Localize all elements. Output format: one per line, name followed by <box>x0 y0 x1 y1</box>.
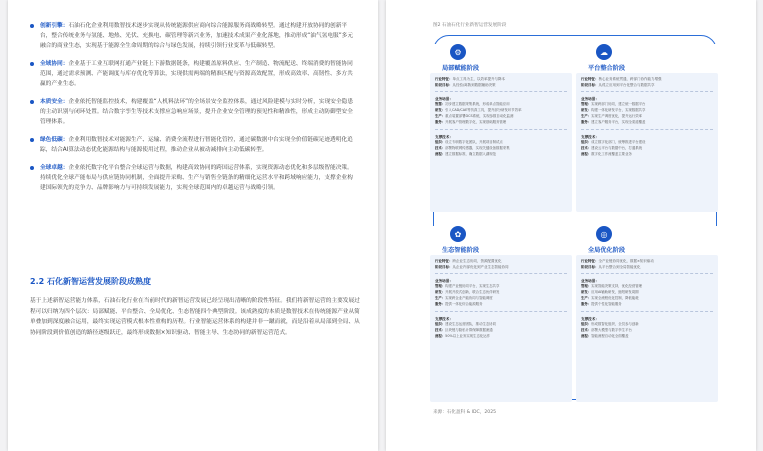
list-item: 组织：设立专职数字化团队，开展项目制试点 <box>435 139 503 144</box>
stage-row: 行业特征：全产业链协同优化，数据×知识驱动 <box>581 259 654 263</box>
list-item: 生产：实现生产调度优化，提升运行效率 <box>581 114 643 118</box>
group-heading: 业务场景： <box>581 97 599 102</box>
list-item: 组织：形成数智化组织，全员参与创新 <box>581 321 639 326</box>
list-item: 生产：实现全流程优化控制，降低能耗 <box>581 296 639 300</box>
divider <box>581 129 713 130</box>
bullet-dot-icon <box>30 166 34 170</box>
bullet-collaboration <box>30 59 358 89</box>
section-paragraph: 基于上述新智运营能力体系，石油石化行业在当前时代的新智运营发展已经呈现出清晰的阶段性特征。我们将新智运营的主要发展过程可以归纳为四个层次：局部赋能、平台整合、全局优化、生态智能四个典型阶段。该成熟度的本质是数智技术在传统能源产业从简单叠加到深度融合运用，最终实现运营模式根本性重构的历程。行业智能运营体系的构建并非一蹴而就，而是沿着从局部到全局、从协同阶段到价值创造的路径逐级跃迁，最终形成数据×知识驱动、智能主导、生态协同的新智运营范式。 <box>30 298 360 337</box>
stage-card <box>430 255 572 402</box>
bullet-text: 石油石化企业利用数智技术逐步实现从传统能源供应商向综合能源服务商战略转型。通过构建开放协同的创新平台，整合传统业务与氢能、地热、光伏、充换电、碳管理等新兴业务，加速技术成果产业化落地，推动形成“油气氢电服”多元融合的商业生态，实现基于能源全生命周期的综合与绿色发展，持续引领行业变革与低碳转型。 <box>40 23 354 49</box>
divider <box>581 273 713 274</box>
list-item: 研发：构建一体化研发平台，实现数据共享 <box>581 108 646 113</box>
stage-row: 阶段目标：从平台整合到全局智能优化 <box>581 264 641 269</box>
stage-row: 阶段目标：从企业内部优化到产业生态智能协同 <box>435 264 509 269</box>
stage-panel-platform-integration <box>576 44 718 212</box>
list-item: 流程：50%以上业务实现生态化运作 <box>435 333 491 338</box>
list-item: 智慧：初步建立数据采集系统，形成单点智能应用 <box>435 102 510 107</box>
list-item: 研发：引入CAD/CAE等仿真工具，提升部分研发环节效率 <box>435 108 522 113</box>
list-item: 技术：部署大模型与数字孪生平台 <box>581 327 632 332</box>
bullet-keyword: 绿色低碳： <box>40 137 69 143</box>
list-item: 流程：建立数据标准，确立数据入湖规范 <box>435 151 497 156</box>
divider <box>435 311 567 312</box>
stage-card <box>576 73 718 212</box>
list-item: 服务：开展客户管理数字化，实现基础服务管理 <box>435 119 507 124</box>
bullet-safety <box>30 97 358 127</box>
list-item: 技术：建设云平台与数据中台，打通系统 <box>581 145 643 150</box>
group-heading: 支撑技术： <box>435 134 453 139</box>
ecosystem-icon: ✿ <box>450 226 466 242</box>
stage-title: 平台整合阶段 <box>588 65 626 72</box>
list-item: 技术：部署物联网传感器，实现关键设备数据采集 <box>435 145 510 150</box>
document-page-left <box>8 0 378 451</box>
group-heading: 支撑技术： <box>581 316 599 321</box>
group-heading: 业务场景： <box>581 279 599 284</box>
capability-bullet-list <box>30 21 358 201</box>
list-item: 研发：应用AI辅助研发，缩短研发周期 <box>581 290 639 295</box>
stage-row: 行业特征：核心业务系统贯通，跨部门协作能力增强 <box>581 77 662 81</box>
list-item: 研发：开展开放式创新，联合生态伙伴研发 <box>435 290 500 295</box>
gear-icon: ⚙ <box>450 44 466 60</box>
bullet-text: 企业利用数智技术对能源生产、运输、消费全流程进行智能化管控，通过碳数据中台实现全价值链碳足迹透明化追踪，结合AI算法动态优化能源结构与能源使用过程，推动企业从被动减排向主动低碳转型。 <box>40 137 353 153</box>
group-heading: 支撑技术： <box>435 316 453 321</box>
stage-title: 局部赋能阶段 <box>442 65 480 72</box>
figure-caption: 图2 石油石化行业新智运营发展阶段 <box>433 23 507 28</box>
stage-panel-local-enablement <box>430 44 572 212</box>
list-item: 服务：建立客户服务平台，实现全渠道覆盖 <box>581 119 646 124</box>
bullet-innovation <box>30 21 358 51</box>
stage-card <box>430 73 572 212</box>
list-item: 组织：成立数字化部门，统筹推进平台建设 <box>581 139 646 144</box>
bullet-text: 企业依托智能监控技术，构建覆盖“人机料法环”的全场景安全监控体系，通过风险建模与实时分析，实现安全隐患的主动识别与闭环处置。结合数字孪生等技术支撑应急响应场景，提升企业安全管理的预见性和精准性，形成主动防御型安全管理体系。 <box>40 99 354 125</box>
list-item: 组织：建设生态运营团队，推动生态协同 <box>435 321 497 326</box>
list-item: 流程：数字化工作流覆盖主要业务 <box>581 151 632 156</box>
list-item: 管理：实现跨部门协同，建立统一数据平台 <box>581 102 646 107</box>
bullet-dot-icon <box>30 24 34 28</box>
globe-icon: ◎ <box>596 226 612 242</box>
stage-row: 阶段目标：从经验/离散到数据辅助决策 <box>435 82 496 87</box>
list-item: 流程：智能流程自动化全面覆盖 <box>581 333 629 338</box>
bullet-text: 企业基于工业互联网打通产业链上下游数据链条，构建覆盖原料供应、生产制造、物流配送、终端消费的智能协同范围，通过需求预测、产能调度与库存优化等算法，实现供需两端的精准匹配与资源高效配置，形成高效率、高韧性、多方共赢的产业生态。 <box>40 61 353 87</box>
bullet-keyword: 本质安全： <box>40 99 69 105</box>
bullet-dot-icon <box>30 138 34 142</box>
stage-title: 生态智能阶段 <box>442 247 480 254</box>
section-title: 2.2 石化新智运营发展阶段成熟度 <box>30 277 151 286</box>
group-heading: 支撑技术： <box>581 134 599 139</box>
stage-panel-ecosystem <box>430 226 572 402</box>
group-heading: 业务场景： <box>435 97 453 102</box>
bullet-text: 企业依托数字化平台整合全球运营与数据，构建高效协同的跨国运营体系，实现资源动态优化和多层级智能决策。持续优化全球产能布局与供应链协同机制，全面提升采购、生产与销售全链条的精细化运营水平和跨域响应能力，支撑企业构建国际领先的竞争力、品牌影响力与可持续发展能力，实现全球范围内的卓越运营与战略引领。 <box>40 165 353 191</box>
figure-source: 来源：石化盈科 & IDC，2025 <box>433 410 497 415</box>
stage-row: 行业特征：单点工具为主，以效率提升与降本 <box>435 77 505 81</box>
divider <box>581 311 713 312</box>
list-item: 服务：提供个性化智能服务 <box>581 301 622 306</box>
cloud-icon: ☁ <box>596 44 612 60</box>
bullet-keyword: 创新引擎： <box>40 23 69 29</box>
list-item: 生产：重点装置部署DCS系统，实现参数自动化监测 <box>435 114 514 118</box>
bullet-dot-icon <box>30 100 34 104</box>
bullet-low-carbon <box>30 135 358 155</box>
stage-row: 行业特征：跨企业生态协同，资源配置优化 <box>435 259 502 263</box>
list-item: 管理：构建产业链协同平台，实现生态共享 <box>435 284 500 289</box>
stage-panel-global-optimization <box>576 226 718 402</box>
document-page-right <box>386 0 756 451</box>
bullet-global <box>30 163 358 193</box>
bullet-keyword: 全域协同： <box>40 61 69 67</box>
list-item: 技术：区块链与隐私计算保障数据流通 <box>435 327 493 332</box>
bullet-dot-icon <box>30 62 34 66</box>
list-item: 服务：提供一体化综合能源服务 <box>435 301 483 306</box>
divider <box>435 91 567 92</box>
divider <box>435 129 567 130</box>
divider <box>581 91 713 92</box>
group-heading: 业务场景： <box>435 279 453 284</box>
divider <box>435 273 567 274</box>
list-item: 生产：实现跨企业产能协同与智能调度 <box>435 296 493 300</box>
stage-card <box>576 255 718 402</box>
stage-title: 全局优化阶段 <box>588 247 626 254</box>
bullet-keyword: 全球卓越： <box>40 165 69 171</box>
list-item: 管理：实现智能决策支持，优化经营管理 <box>581 284 643 289</box>
stage-row: 阶段目标：从孤立应用到平台化整合与数据共享 <box>581 82 655 87</box>
